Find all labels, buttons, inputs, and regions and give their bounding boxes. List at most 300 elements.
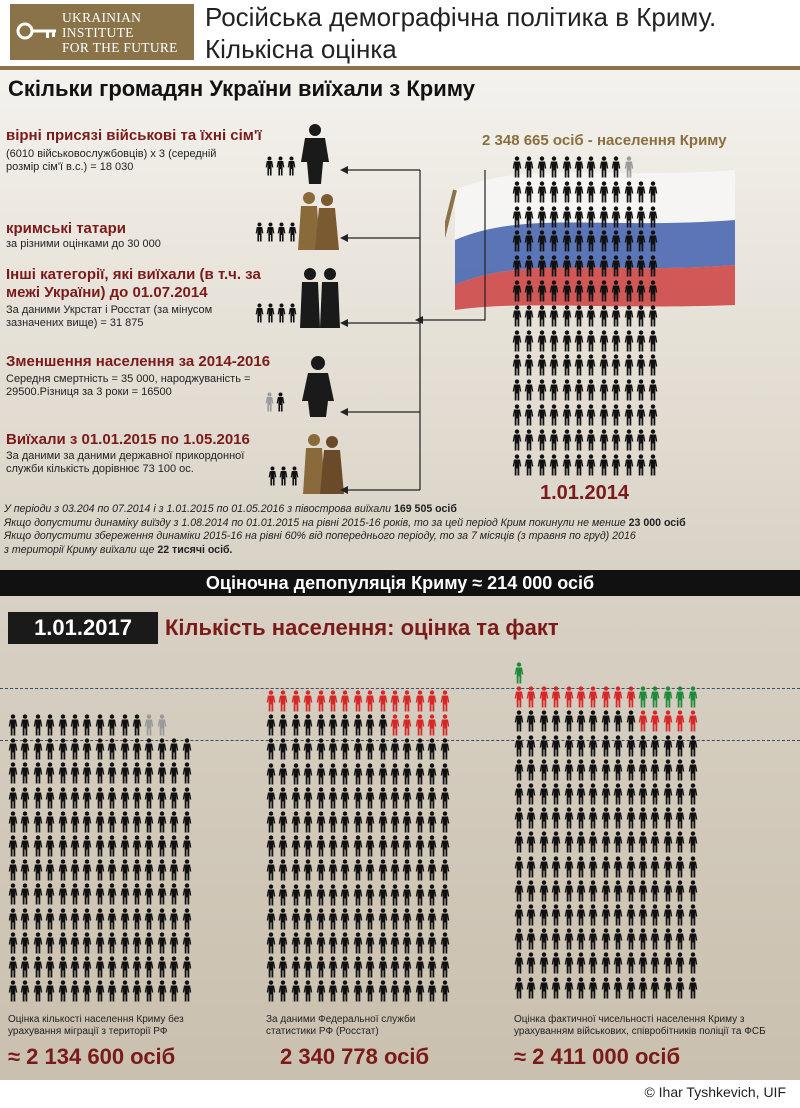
person-icon <box>33 835 43 857</box>
person-icon <box>626 831 636 853</box>
person-icon <box>650 831 660 853</box>
person-icon <box>648 404 658 426</box>
person-icon <box>132 980 142 1002</box>
person-icon <box>169 956 179 978</box>
person-icon <box>427 835 437 857</box>
person-icon <box>574 181 584 203</box>
person-icon <box>599 379 609 401</box>
person-icon <box>132 859 142 881</box>
person-icon <box>20 956 30 978</box>
person-icon <box>169 787 179 809</box>
person-icon <box>688 856 698 878</box>
person-icon <box>650 880 660 902</box>
person-icon <box>157 787 167 809</box>
note-text: Якщо допустити динаміку виїзду з 1.08.2014 по 01.01.2015 на рівні 2015-16 років, то за цей період Крим покинули не менше <box>4 516 629 529</box>
person-icon <box>688 759 698 781</box>
person-icon <box>303 690 313 712</box>
person-icon <box>328 787 338 809</box>
person-icon <box>303 932 313 954</box>
person-icon <box>182 883 192 905</box>
person-icon <box>316 763 326 785</box>
person-icon <box>157 932 167 954</box>
person-icon <box>562 181 572 203</box>
person-icon <box>564 686 574 708</box>
person-icon <box>576 904 586 926</box>
person-icon <box>427 884 437 906</box>
person-icon <box>539 759 549 781</box>
person-icon <box>514 686 524 708</box>
person-icon <box>353 884 363 906</box>
person-icon <box>440 884 450 906</box>
person-icon <box>20 811 30 833</box>
person-icon <box>514 880 524 902</box>
person-icon <box>353 811 363 833</box>
person-icon <box>328 738 338 760</box>
person-icon <box>316 859 326 881</box>
person-icon <box>278 859 288 881</box>
person-icon <box>58 714 68 736</box>
person-icon <box>549 354 559 376</box>
person-icon <box>663 977 673 999</box>
person-icon <box>564 807 574 829</box>
person-icon <box>574 230 584 252</box>
person-icon <box>663 759 673 781</box>
person-icon <box>512 379 522 401</box>
person-icon <box>611 156 621 178</box>
person-icon <box>611 230 621 252</box>
person-icon <box>291 908 301 930</box>
person-icon <box>675 735 685 757</box>
person-icon <box>539 977 549 999</box>
person-icon <box>624 206 634 228</box>
person-icon <box>574 379 584 401</box>
person-icon <box>144 956 154 978</box>
person-icon <box>415 787 425 809</box>
person-icon <box>675 928 685 950</box>
person-icon <box>611 330 621 352</box>
person-icon <box>353 859 363 881</box>
column-value: 2 340 778 осіб <box>280 1044 430 1069</box>
person-icon <box>539 783 549 805</box>
person-icon <box>291 763 301 785</box>
person-icon <box>539 880 549 902</box>
category-title: кримські татари <box>6 220 126 237</box>
person-icon <box>636 429 646 451</box>
person-icon <box>524 181 534 203</box>
person-icon <box>440 811 450 833</box>
person-icon <box>390 714 400 736</box>
person-icon <box>613 783 623 805</box>
person-icon <box>340 714 350 736</box>
person-icon <box>107 738 117 760</box>
person-icon <box>378 690 388 712</box>
person-icon <box>120 714 130 736</box>
person-icon <box>613 686 623 708</box>
person-icon <box>638 904 648 926</box>
person-icon <box>278 956 288 978</box>
category-desc: Середня смертність = 35 000, народжуваність = 29500.Різниця за 3 роки = 16500 <box>6 373 251 398</box>
person-icon <box>58 859 68 881</box>
person-icon <box>353 787 363 809</box>
person-icon <box>120 859 130 881</box>
person-icon <box>157 883 167 905</box>
person-icon <box>316 884 326 906</box>
person-icon <box>316 690 326 712</box>
copyright: © Ihar Tyshkevich, UIF <box>644 1084 786 1100</box>
person-icon <box>132 811 142 833</box>
person-icon <box>120 835 130 857</box>
person-icon <box>303 908 313 930</box>
person-icon <box>675 952 685 974</box>
person-icon <box>524 255 534 277</box>
person-icon <box>415 714 425 736</box>
person-icon <box>688 928 698 950</box>
person-icon <box>539 710 549 732</box>
person-icon <box>648 230 658 252</box>
person-icon <box>663 807 673 829</box>
note-line <box>4 503 794 517</box>
person-icon <box>144 835 154 857</box>
person-icon <box>266 690 276 712</box>
person-icon <box>440 835 450 857</box>
person-icon <box>626 977 636 999</box>
person-icon <box>514 928 524 950</box>
person-icon <box>562 330 572 352</box>
population-grid-2014 <box>512 156 662 478</box>
person-icon <box>82 738 92 760</box>
person-icon <box>663 735 673 757</box>
person-icon <box>636 354 646 376</box>
person-icon <box>82 714 92 736</box>
person-icon <box>613 759 623 781</box>
person-icon <box>328 811 338 833</box>
person-icon <box>182 980 192 1002</box>
person-icon <box>415 884 425 906</box>
person-icon <box>144 883 154 905</box>
person-icon <box>624 354 634 376</box>
person-icon <box>278 763 288 785</box>
person-icon <box>611 404 621 426</box>
person-icon <box>599 354 609 376</box>
person-icon <box>586 181 596 203</box>
person-icon <box>626 735 636 757</box>
person-icon <box>427 956 437 978</box>
person-icon <box>648 305 658 327</box>
person-icon <box>303 738 313 760</box>
person-icon <box>82 835 92 857</box>
person-icon <box>157 811 167 833</box>
person-icon <box>537 354 547 376</box>
person-icon <box>20 859 30 881</box>
person-icon <box>353 763 363 785</box>
person-icon <box>120 787 130 809</box>
person-icon <box>182 762 192 784</box>
person-icon <box>613 856 623 878</box>
person-icon <box>132 714 142 736</box>
person-icon <box>182 835 192 857</box>
person-icon <box>266 763 276 785</box>
person-icon <box>144 738 154 760</box>
person-icon <box>107 980 117 1002</box>
notes <box>4 503 794 557</box>
person-icon <box>526 783 536 805</box>
person-icon <box>675 904 685 926</box>
person-icon <box>58 811 68 833</box>
person-icon <box>390 908 400 930</box>
person-icon <box>353 932 363 954</box>
person-icon <box>291 787 301 809</box>
person-icon <box>514 952 524 974</box>
person-icon <box>132 908 142 930</box>
person-icon <box>588 977 598 999</box>
person-icon <box>390 859 400 881</box>
person-icon <box>688 952 698 974</box>
person-icon <box>663 952 673 974</box>
person-icon <box>427 690 437 712</box>
person-icon <box>365 908 375 930</box>
section-title-2017: Кількість населення: оцінка та факт <box>165 615 559 640</box>
person-icon <box>365 835 375 857</box>
person-icon <box>526 807 536 829</box>
person-icon <box>144 714 154 736</box>
column-desc: Оцінка кількості населення Криму без урахування міграції з території РФ <box>8 1014 184 1037</box>
person-icon <box>601 710 611 732</box>
person-icon <box>551 856 561 878</box>
person-icon <box>514 856 524 878</box>
person-icon <box>524 280 534 302</box>
person-icon <box>650 783 660 805</box>
person-icon <box>378 932 388 954</box>
person-icon <box>378 908 388 930</box>
person-icon <box>95 908 105 930</box>
person-icon <box>526 710 536 732</box>
person-icon <box>626 928 636 950</box>
person-icon <box>626 952 636 974</box>
person-icon <box>574 156 584 178</box>
person-icon <box>8 932 18 954</box>
person-icon <box>562 404 572 426</box>
person-icon <box>365 980 375 1002</box>
person-icon <box>390 763 400 785</box>
person-icon <box>378 980 388 1002</box>
person-icon <box>576 952 586 974</box>
person-icon <box>524 404 534 426</box>
person-icon <box>278 690 288 712</box>
person-icon <box>624 454 634 476</box>
person-icon <box>638 686 648 708</box>
person-icon <box>278 787 288 809</box>
person-icon <box>537 206 547 228</box>
person-icon <box>45 835 55 857</box>
person-icon <box>415 835 425 857</box>
person-icon <box>539 831 549 853</box>
person-icon <box>586 280 596 302</box>
person-icon <box>613 735 623 757</box>
person-icon <box>378 738 388 760</box>
person-icon <box>514 807 524 829</box>
person-icon <box>107 835 117 857</box>
person-icon <box>626 710 636 732</box>
section-title: Скільки громадян України виїхали з Криму <box>8 76 475 101</box>
person-icon <box>537 454 547 476</box>
logo-line: FOR THE FUTURE <box>62 40 178 55</box>
person-icon <box>82 762 92 784</box>
person-icon <box>169 811 179 833</box>
person-icon <box>440 908 450 930</box>
person-icon <box>537 305 547 327</box>
person-icon <box>564 710 574 732</box>
person-icon <box>82 932 92 954</box>
person-icon <box>169 762 179 784</box>
person-icon <box>8 835 18 857</box>
person-icon <box>650 977 660 999</box>
person-icon <box>144 762 154 784</box>
person-icon <box>549 280 559 302</box>
person-icon <box>157 762 167 784</box>
person-icon <box>266 811 276 833</box>
person-icon <box>169 908 179 930</box>
person-icon <box>562 379 572 401</box>
person-icon <box>638 856 648 878</box>
person-icon <box>291 884 301 906</box>
date-2014: 1.01.2014 <box>540 482 629 504</box>
person-icon <box>120 980 130 1002</box>
person-icon <box>526 735 536 757</box>
person-icon <box>648 379 658 401</box>
person-icon <box>601 904 611 926</box>
person-icon <box>599 429 609 451</box>
person-icon <box>266 980 276 1002</box>
person-icon <box>45 980 55 1002</box>
person-icon <box>291 932 301 954</box>
person-icon <box>526 977 536 999</box>
person-icon <box>390 787 400 809</box>
person-icon <box>636 305 646 327</box>
person-icon <box>440 738 450 760</box>
note-text: У періоди з 03.204 по 07.2014 і з 1.01.2015 по 01.05.2016 з півострова виїхали <box>4 503 394 515</box>
person-icon <box>415 956 425 978</box>
person-icon <box>551 807 561 829</box>
person-icon <box>611 255 621 277</box>
person-icon <box>107 956 117 978</box>
person-icon <box>33 859 43 881</box>
person-icon <box>588 904 598 926</box>
person-icon <box>45 908 55 930</box>
person-icon <box>303 714 313 736</box>
category-desc: (6010 військовослужбовців) х 3 (середній розмір сім'ї в.с.) = 18 030 <box>6 148 217 173</box>
person-icon <box>120 908 130 930</box>
person-icon <box>638 880 648 902</box>
person-icon <box>613 807 623 829</box>
person-icon <box>107 883 117 905</box>
person-icon <box>524 206 534 228</box>
person-icon <box>33 908 43 930</box>
person-icon <box>551 686 561 708</box>
person-icon <box>58 762 68 784</box>
person-icon <box>638 783 648 805</box>
person-icon <box>303 884 313 906</box>
person-icon <box>611 454 621 476</box>
person-icon <box>626 880 636 902</box>
person-icon <box>58 932 68 954</box>
person-icon <box>576 856 586 878</box>
person-icon <box>328 956 338 978</box>
person-icon <box>650 686 660 708</box>
person-icon <box>45 811 55 833</box>
person-icon <box>182 811 192 833</box>
person-icon <box>613 904 623 926</box>
person-icon <box>663 880 673 902</box>
person-icon <box>564 735 574 757</box>
person-icon <box>390 956 400 978</box>
person-icon <box>638 735 648 757</box>
person-icon <box>512 305 522 327</box>
person-icon <box>340 738 350 760</box>
person-icon <box>601 686 611 708</box>
person-icon <box>551 880 561 902</box>
person-icon <box>45 714 55 736</box>
person-icon <box>402 690 412 712</box>
person-icon <box>624 379 634 401</box>
person-icon <box>512 230 522 252</box>
person-icon <box>688 783 698 805</box>
person-icon <box>537 230 547 252</box>
person-icon <box>95 980 105 1002</box>
person-icon <box>365 787 375 809</box>
person-icon <box>20 908 30 930</box>
person-icon <box>365 859 375 881</box>
person-icon <box>650 952 660 974</box>
person-icon <box>601 735 611 757</box>
person-icon <box>549 156 559 178</box>
person-icon <box>574 206 584 228</box>
person-icon <box>70 859 80 881</box>
person-icon <box>266 908 276 930</box>
person-icon <box>539 856 549 878</box>
person-icon <box>514 662 524 684</box>
category-desc: за різними оцінками до 30 000 <box>6 238 161 250</box>
person-icon <box>340 811 350 833</box>
person-icon <box>564 783 574 805</box>
person-icon <box>638 977 648 999</box>
person-icon <box>624 230 634 252</box>
person-icon <box>611 354 621 376</box>
person-icon <box>549 230 559 252</box>
person-icon <box>586 156 596 178</box>
person-icon <box>526 904 536 926</box>
person-icon <box>402 835 412 857</box>
person-icon <box>316 738 326 760</box>
person-icon <box>58 956 68 978</box>
person-icon <box>58 787 68 809</box>
person-icon <box>402 714 412 736</box>
person-icon <box>82 980 92 1002</box>
person-icon <box>688 831 698 853</box>
person-icon <box>574 429 584 451</box>
note-line <box>4 544 794 558</box>
person-icon <box>586 354 596 376</box>
person-icon <box>8 980 18 1002</box>
person-icon <box>601 952 611 974</box>
person-icon <box>613 880 623 902</box>
page-subtitle: Кількісна оцінка <box>205 34 397 64</box>
person-icon <box>574 454 584 476</box>
person-icon <box>144 859 154 881</box>
person-icon <box>182 738 192 760</box>
person-icon <box>120 738 130 760</box>
person-icon <box>340 690 350 712</box>
person-icon <box>512 280 522 302</box>
